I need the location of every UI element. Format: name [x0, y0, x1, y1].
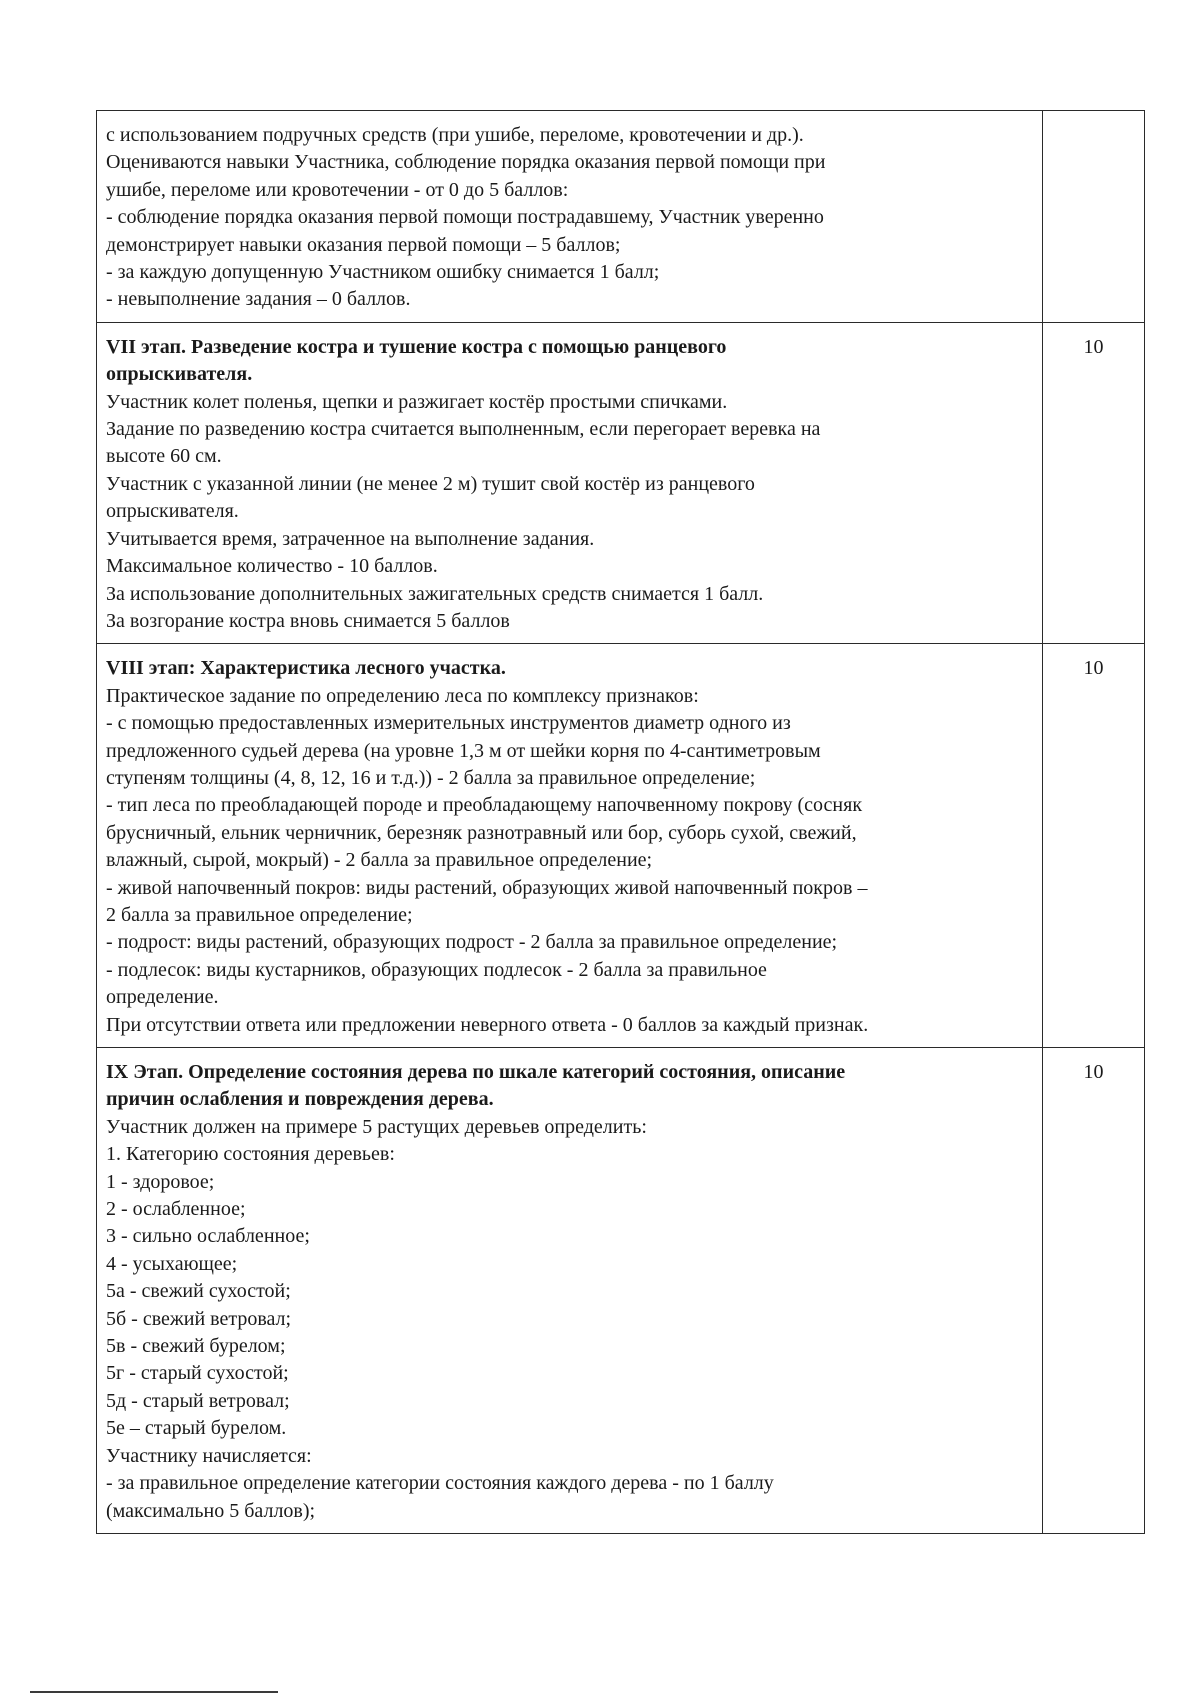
- stage-text-line: 1. Категорию состояния деревьев:: [106, 1143, 395, 1166]
- stage-text-line: 5г - старый сухостой;: [106, 1362, 289, 1385]
- stage-heading: опрыскивателя.: [106, 363, 253, 386]
- stage-text-line: Практическое задание по определению леса по комплексу признаков:: [106, 684, 699, 707]
- stage-text-line: - за каждую допущенную Участником ошибку снимается 1 балл;: [106, 261, 660, 284]
- stage-row: [97, 1048, 1145, 1534]
- stage-description-cell: [97, 1048, 1043, 1534]
- stage-text-line: 5б - свежий ветровал;: [106, 1307, 292, 1330]
- stage-max-score: 10: [1043, 322, 1145, 643]
- stage-text-line: влажный, сырой, мокрый) - 2 балла за правильное определение;: [106, 849, 653, 872]
- criteria-table: [96, 110, 1145, 1534]
- stage-text-line: опрыскивателя.: [106, 500, 239, 523]
- stage-text-line: брусничный, ельник черничник, березняк разнотравный или бор, суборь сухой, свежий,: [106, 821, 857, 844]
- stage-text-line: - тип леса по преобладающей породе и преобладающему напочвенному покрову (сосняк: [106, 794, 863, 817]
- stage-text-line: (максимально 5 баллов);: [106, 1499, 316, 1522]
- stage-row: [97, 111, 1145, 323]
- stage-text-line: - за правильное определение категории состояния каждого дерева - по 1 баллу: [106, 1472, 774, 1495]
- stage-text-line: Участник должен на примере 5 растущих деревьев определить:: [106, 1115, 647, 1138]
- stage-text-line: демонстрирует навыки оказания первой помощи – 5 баллов;: [106, 233, 621, 256]
- stage-text-line: с использованием подручных средств (при ушибе, переломе, кровотечении и др.).: [106, 124, 804, 146]
- stage-text-line: ушибе, переломе или кровотечении - от 0 до 5 баллов:: [106, 178, 569, 201]
- stage-text-line: предложенного судьей дерева (на уровне 1,3 м от шейки корня по 4-сантиметровым: [106, 739, 821, 762]
- stage-text-line: 5в - свежий бурелом;: [106, 1335, 286, 1358]
- footer-rule: [30, 1691, 278, 1693]
- stage-heading: VIII этап: Характеристика лесного участка.: [106, 657, 506, 680]
- stage-row: [97, 644, 1145, 1048]
- stage-heading: VII этап. Разведение костра и тушение костра с помощью ранцевого: [106, 335, 727, 358]
- stage-text-line: Оцениваются навыки Участника, соблюдение порядка оказания первой помощи при: [106, 151, 826, 174]
- stage-heading: причин ослабления и повреждения дерева.: [106, 1088, 494, 1111]
- stage-text-line: - подрост: виды растений, образующих подрост - 2 балла за правильное определение;: [106, 931, 838, 954]
- stage-text-line: 1 - здоровое;: [106, 1170, 215, 1193]
- stage-text-line: высоте 60 см.: [106, 445, 222, 468]
- stage-text-line: - подлесок: виды кустарников, образующих подлесок - 2 балла за правильное: [106, 958, 767, 981]
- stage-description-cell: [97, 111, 1043, 323]
- stage-text-line: 5а - свежий сухостой;: [106, 1280, 291, 1303]
- stage-heading: IX Этап. Определение состояния дерева по шкале категорий состояния, описание: [106, 1061, 846, 1083]
- stage-text-line: - с помощью предоставленных измерительных инструментов диаметр одного из: [106, 712, 791, 735]
- stage-text-line: 4 - усыхающее;: [106, 1252, 238, 1275]
- stage-text-line: 2 - ослабленное;: [106, 1198, 246, 1221]
- stage-row: [97, 322, 1145, 643]
- stage-text-line: ступеням толщины (4, 8, 12, 16 и т.д.)) - 2 балла за правильное определение;: [106, 766, 756, 789]
- stage-text-line: 5е – старый бурелом.: [106, 1417, 287, 1440]
- stage-text-line: 5д - старый ветровал;: [106, 1389, 290, 1412]
- stage-max-score: [1043, 111, 1145, 323]
- stage-text-line: За использование дополнительных зажигательных средств снимается 1 балл.: [106, 582, 764, 605]
- stage-text-line: Учитывается время, затраченное на выполнение задания.: [106, 527, 595, 550]
- stage-text-line: При отсутствии ответа или предложении неверного ответа - 0 баллов за каждый признак.: [106, 1013, 869, 1036]
- stage-text-line: Участнику начисляется:: [106, 1444, 312, 1467]
- stage-max-score: 10: [1043, 1048, 1145, 1534]
- stage-text-line: Задание по разведению костра считается выполненным, если перегорает веревка на: [106, 418, 821, 441]
- stage-text-line: определение.: [106, 986, 219, 1009]
- stage-text-line: Максимальное количество - 10 баллов.: [106, 555, 438, 578]
- stage-text-line: 2 балла за правильное определение;: [106, 903, 413, 926]
- stage-description-cell: [97, 644, 1043, 1048]
- stage-text-line: За возгорание костра вновь снимается 5 баллов: [106, 609, 510, 632]
- stage-text-line: Участник с указанной линии (не менее 2 м) тушит свой костёр из ранцевого: [106, 472, 755, 495]
- stage-text-line: - невыполнение задания – 0 баллов.: [106, 288, 411, 311]
- stage-text-line: 3 - сильно ослабленное;: [106, 1225, 310, 1248]
- stage-description-cell: [97, 322, 1043, 643]
- stage-max-score: 10: [1043, 644, 1145, 1048]
- stage-text-line: - соблюдение порядка оказания первой помощи пострадавшему, Участник уверенно: [106, 206, 824, 229]
- criteria-table-body: [97, 111, 1145, 1534]
- stage-text-line: - живой напочвенный покров: виды растений, образующих живой напочвенный покров –: [106, 876, 868, 899]
- stage-text-line: Участник колет поленья, щепки и разжигает костёр простыми спичками.: [106, 390, 728, 413]
